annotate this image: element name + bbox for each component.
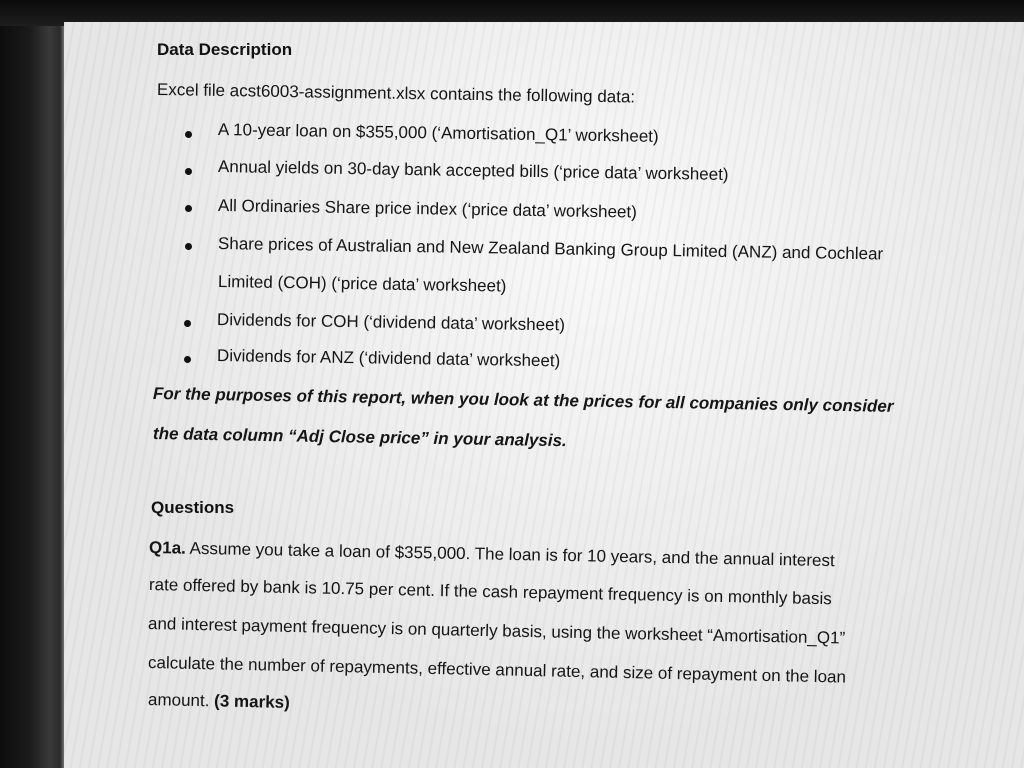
question-q1a <box>149 538 835 571</box>
bullet-dot <box>184 320 191 327</box>
bullet-dot <box>185 243 192 250</box>
question-text: amount. <box>147 690 210 711</box>
data-description-heading: Data Description <box>157 40 293 59</box>
note-text: For the purposes of this report, when you look at the prices for all companies only consider <box>152 384 894 416</box>
bullet-dot <box>185 168 192 175</box>
list-item: Share prices of Australian and New Zealand Banking Group Limited (ANZ) and Cochlear <box>217 234 884 264</box>
list-item: Annual yields on 30-day bank accepted bills (‘price data’ worksheet) <box>217 157 729 185</box>
question-label: Q1a. <box>148 538 187 558</box>
bullet-dot <box>185 131 192 138</box>
question-text-end <box>148 690 290 713</box>
list-item: Dividends for COH (‘dividend data’ worksheet) <box>216 310 566 335</box>
question-text: Assume you take a loan of $355,000. The loan is for 10 years, and the annual interest <box>189 538 835 571</box>
bullet-dot <box>185 205 192 212</box>
bullet-dot <box>184 356 191 363</box>
list-item: Dividends for ANZ (‘dividend data’ worksheet) <box>216 346 561 371</box>
note-text: the data column “Adj Close price” in your analysis. <box>152 424 567 451</box>
question-text: and interest payment frequency is on quarterly basis, using the worksheet “Amortisation_Q1” <box>147 614 846 648</box>
list-item: A 10-year loan on $355,000 (‘Amortisation_Q1’ worksheet) <box>217 120 659 146</box>
intro-text: Excel file acst6003-assignment.xlsx contains the following data: <box>156 80 636 107</box>
document-page <box>64 22 1024 768</box>
marks-label: (3 marks) <box>213 691 290 712</box>
questions-heading: Questions <box>151 498 235 517</box>
question-text: calculate the number of repayments, effective annual rate, and size of repayment on the loan <box>147 653 847 687</box>
list-item-continuation: Limited (COH) (‘price data’ worksheet) <box>217 272 507 296</box>
list-item: All Ordinaries Share price index (‘price data’ worksheet) <box>217 196 637 222</box>
question-text: rate offered by bank is 10.75 per cent. If the cash repayment frequency is on monthly basis <box>148 575 832 609</box>
